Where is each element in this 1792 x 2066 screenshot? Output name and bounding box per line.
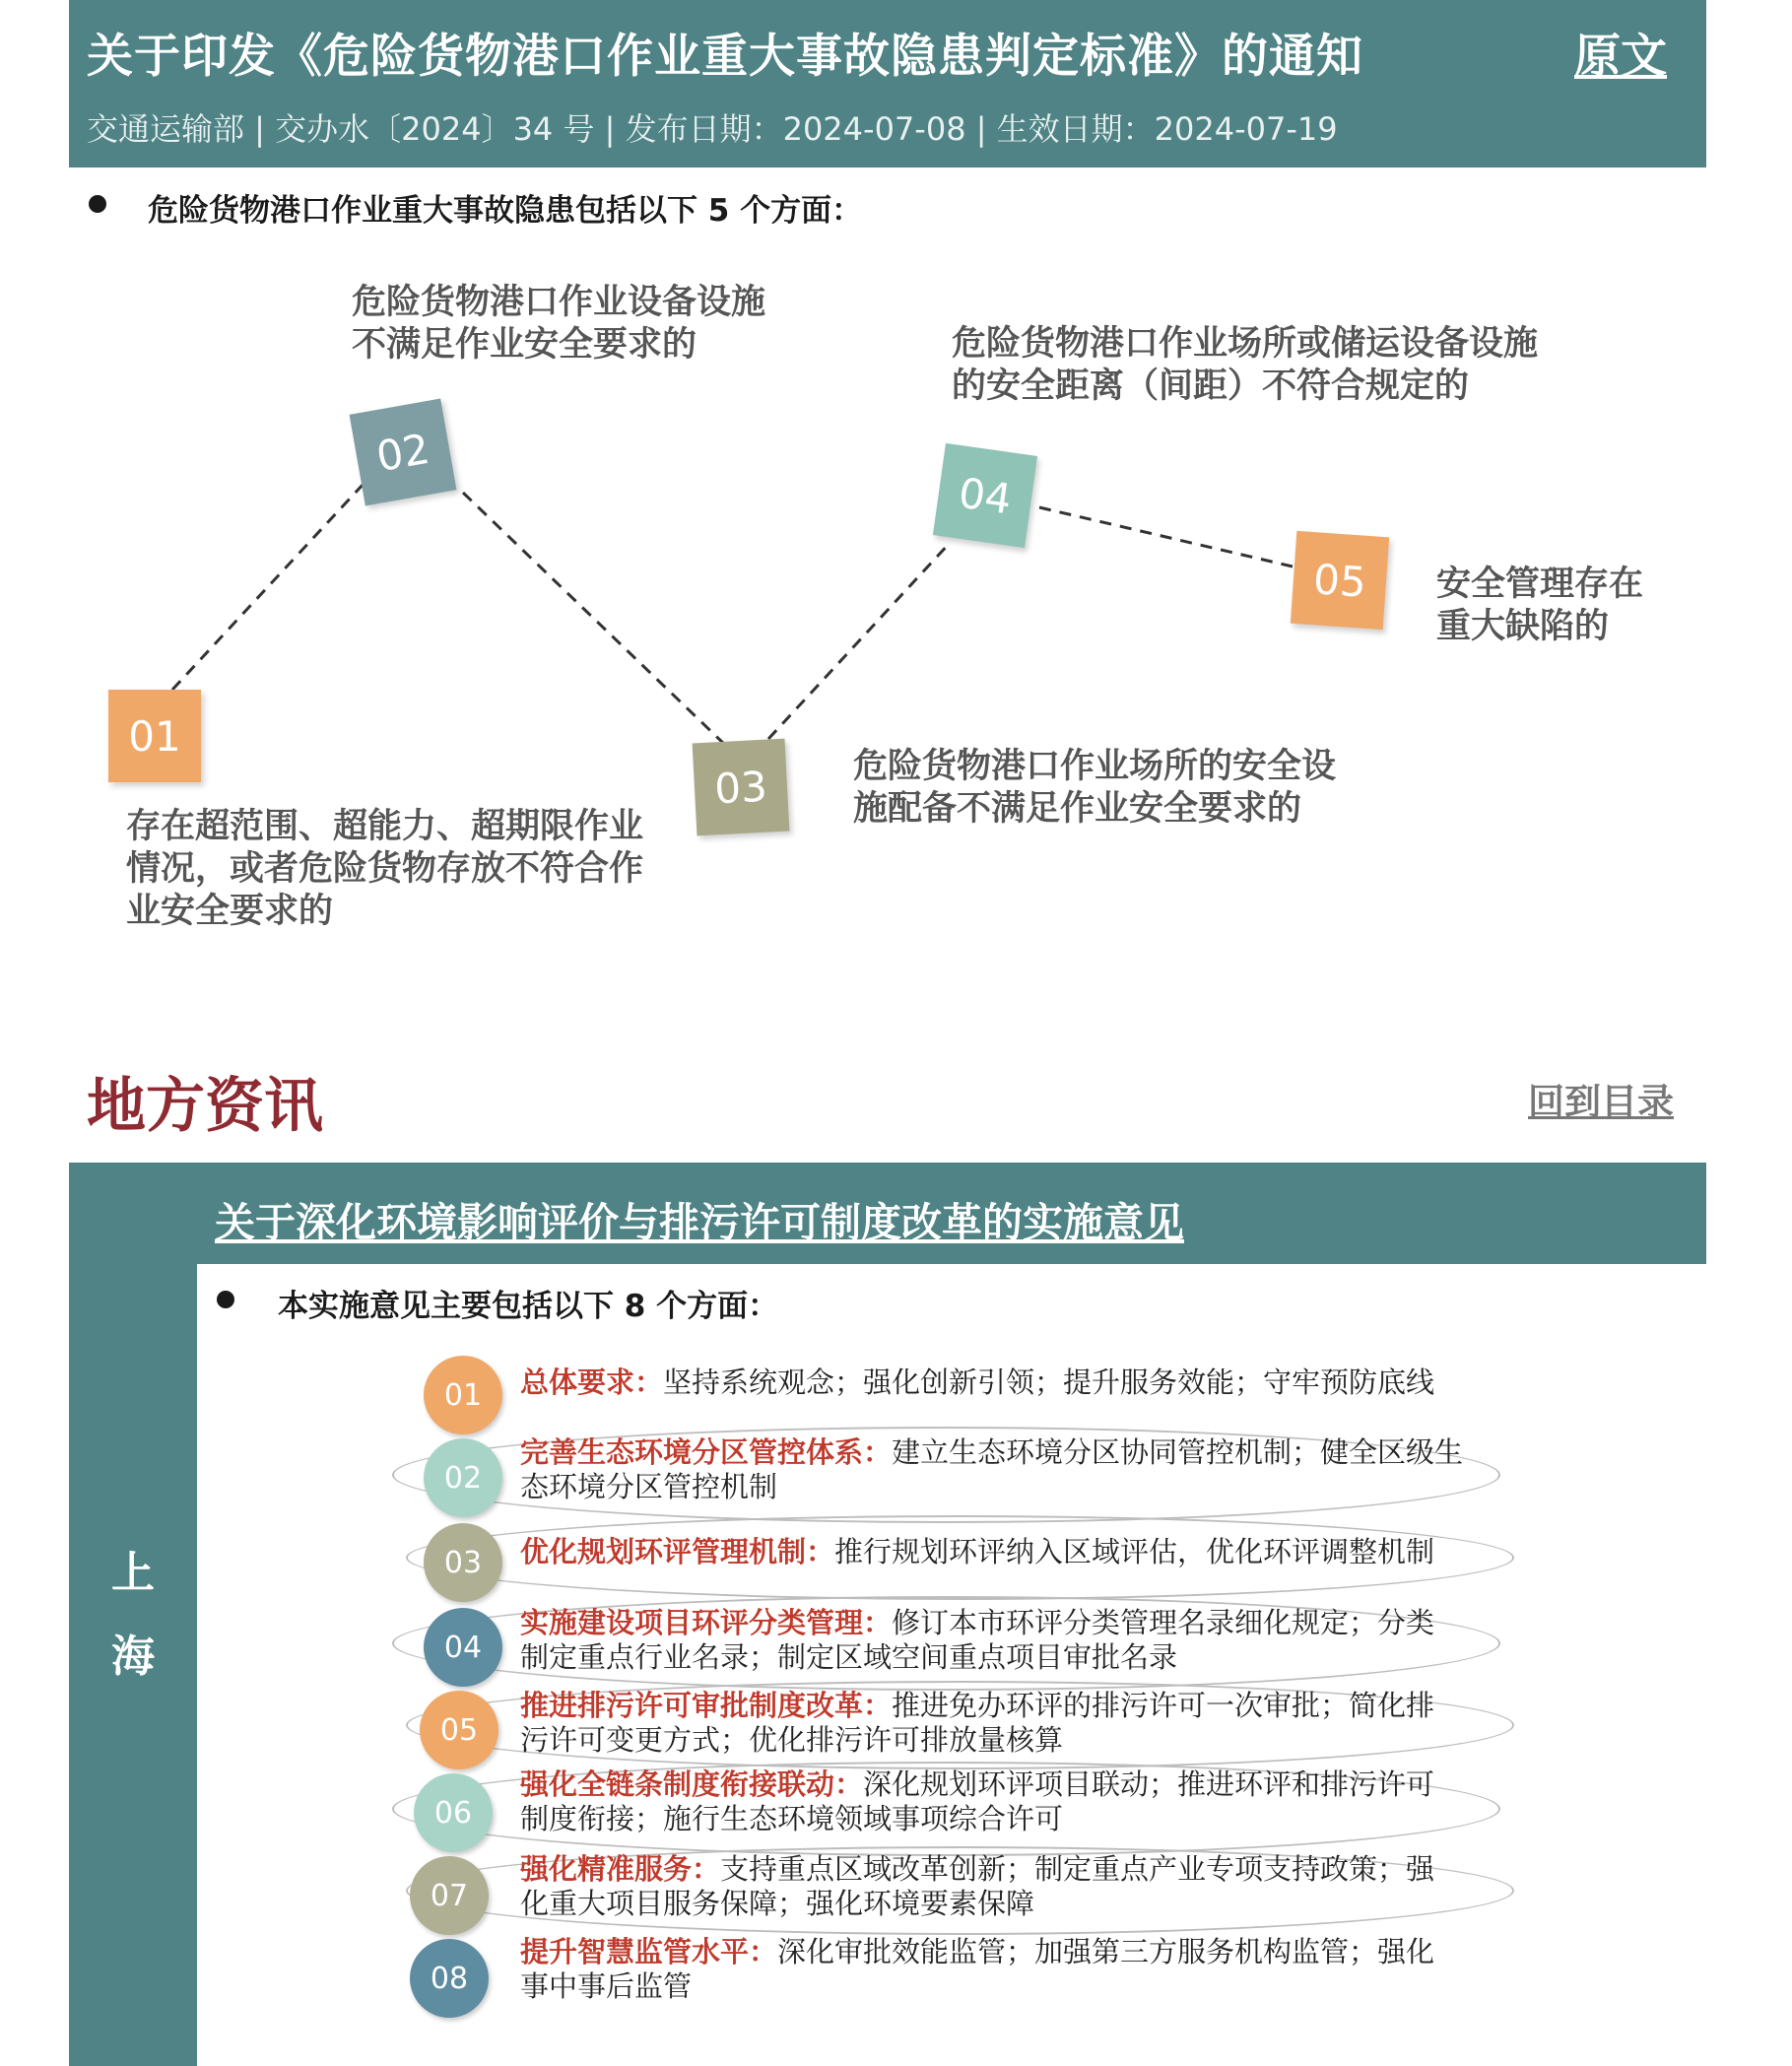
item-text-08: 提升智慧监管水平：深化审批效能监管；加强第三方服务机构监管；强化 事中事后监管 (520, 1935, 1435, 2003)
hazard-node-04: 04 (933, 443, 1037, 548)
region-label: 上 (111, 1548, 155, 1598)
hazards-intro: 危险货物港口作业重大事故隐患包括以下 5 个方面： (148, 193, 863, 229)
hazard-label-04: 危险货物港口作业场所或储运设备设施 的安全距离（间距）不符合规定的 (952, 324, 1539, 406)
item-text-04: 实施建设项目环评分类管理：修订本市环评分类管理名录细化规定；分类 制定重点行业名录；制定区域空间重点项目审批名录 (520, 1606, 1435, 1674)
local-intro: 本实施意见主要包括以下 8 个方面： (278, 1289, 779, 1324)
item-number-01: 01 (424, 1356, 502, 1434)
item-text-02: 完善生态环境分区管控体系：建立生态环境分区协同管控机制；健全区级生 态环境分区管控机制 (520, 1435, 1464, 1503)
hazard-node-05: 05 (1291, 531, 1389, 630)
item-number-05: 05 (420, 1691, 498, 1769)
local-news-card (69, 1163, 1706, 2066)
hazard-node-01: 01 (108, 690, 201, 782)
hazard-node-02: 02 (350, 399, 457, 506)
section-title: 地方资讯 (87, 1072, 323, 1141)
hazard-label-02: 危险货物港口作业设备设施 不满足作业安全要求的 (352, 283, 766, 365)
item-number-03: 03 (424, 1523, 502, 1602)
hazard-label-03: 危险货物港口作业场所的安全设 施配备不满足作业安全要求的 (853, 747, 1337, 829)
item-number-04: 04 (424, 1608, 502, 1687)
item-text-03: 优化规划环评管理机制：推行规划环评纳入区域评估，优化环评调整机制 (520, 1535, 1435, 1568)
notice-header (69, 0, 1706, 167)
original-text-link[interactable]: 原文 (1574, 30, 1667, 84)
item-text-01: 总体要求：坚持系统观念；强化创新引领；提升服务效能；守牢预防底线 (520, 1366, 1435, 1399)
hazards-diagram (0, 227, 1792, 975)
hazard-label-01: 存在超范围、超能力、超期限作业 情况，或者危险货物存放不符合作 业安全要求的 (126, 807, 644, 931)
item-text-05: 推进排污许可审批制度改革：推进免办环评的排污许可一次审批；简化排 污许可变更方式；优化排污许可排放量核算 (520, 1689, 1435, 1757)
hazard-label-05: 安全管理存在 重大缺陷的 (1436, 565, 1644, 646)
item-text-07: 强化精准服务：支持重点区域改革创新；制定重点产业专项支持政策；强 化重大项目服务保障；强化环境要素保障 (520, 1852, 1435, 1920)
item-number-02: 02 (424, 1438, 502, 1517)
item-number-08: 08 (410, 1939, 489, 2018)
local-news-title[interactable]: 关于深化环境影响评价与排污许可制度改革的实施意见 (215, 1199, 1184, 1246)
item-text-06: 强化全链条制度衔接联动：深化规划环评项目联动；推进环评和排污许可 制度衔接；施行生态环境领域事项综合许可 (520, 1767, 1435, 1835)
notice-meta: 交通运输部 | 交办水〔2024〕34 号 | 发布日期：2024-07-08 | 生效日期：2024-07-19 (87, 110, 1338, 148)
bullet-icon (89, 195, 106, 213)
item-number-07: 07 (410, 1856, 489, 1935)
hazard-node-03: 03 (693, 739, 790, 836)
bullet-icon (217, 1291, 234, 1308)
notice-title: 关于印发《危险货物港口作业重大事故隐患判定标准》的通知 (87, 30, 1363, 84)
back-to-toc-link[interactable]: 回到目录 (1528, 1081, 1674, 1123)
card-side-bar (69, 1163, 197, 2066)
region-label: 海 (111, 1632, 155, 1682)
item-number-06: 06 (414, 1773, 493, 1852)
